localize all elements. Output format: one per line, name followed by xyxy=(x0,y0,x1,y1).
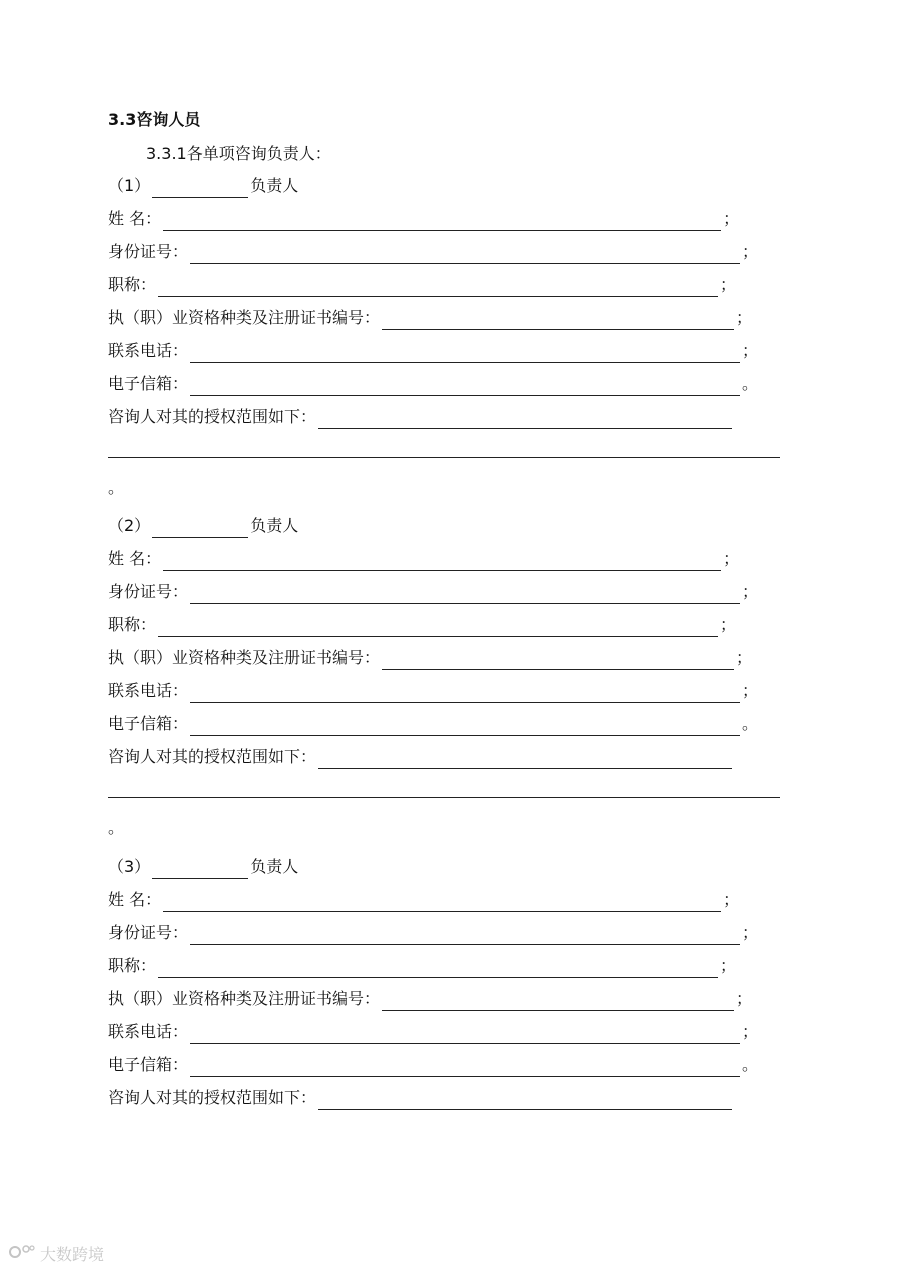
end-mark: 。 xyxy=(108,818,125,837)
authorization-field[interactable] xyxy=(318,1091,732,1110)
authorization-continuation-line[interactable] xyxy=(108,797,780,798)
id-number-field[interactable] xyxy=(190,585,740,604)
title-row: 职称： ； xyxy=(108,273,736,297)
entry-header: （2） 负责人 xyxy=(108,514,298,538)
id-number-row: 身份证号： ； xyxy=(108,921,758,945)
phone-row: 联系电话： ； xyxy=(108,339,758,363)
qualification-row: 执（职）业资格种类及注册证书编号： ； xyxy=(108,646,752,670)
responsible-field[interactable] xyxy=(152,860,248,879)
name-row: 姓 名： ； xyxy=(108,888,739,912)
title-row: 职称： ； xyxy=(108,613,736,637)
email-row: 电子信箱： 。 xyxy=(108,372,758,396)
entry-header: （3） 负责人 xyxy=(108,855,298,879)
watermark-text: 大数跨境 xyxy=(40,1245,105,1264)
email-field[interactable] xyxy=(190,377,740,396)
title-row: 职称： ； xyxy=(108,954,736,978)
name-row: 姓 名： ； xyxy=(108,547,739,571)
phone-row: 联系电话： ； xyxy=(108,679,758,703)
id-number-field[interactable] xyxy=(190,926,740,945)
authorization-row: 咨询人对其的授权范围如下： xyxy=(108,745,734,769)
email-row: 电子信箱： 。 xyxy=(108,712,758,736)
title-field[interactable] xyxy=(158,278,718,297)
logo-icon xyxy=(8,1243,36,1265)
title-field[interactable] xyxy=(158,618,718,637)
authorization-field[interactable] xyxy=(318,410,732,429)
phone-row: 联系电话： ； xyxy=(108,1020,758,1044)
responsible-field[interactable] xyxy=(152,179,248,198)
phone-field[interactable] xyxy=(190,1025,740,1044)
id-number-field[interactable] xyxy=(190,245,740,264)
entry-header: （1） 负责人 xyxy=(108,174,298,198)
title-field[interactable] xyxy=(158,959,718,978)
end-mark: 。 xyxy=(108,478,125,497)
phone-field[interactable] xyxy=(190,684,740,703)
phone-field[interactable] xyxy=(190,344,740,363)
email-field[interactable] xyxy=(190,1058,740,1077)
qualification-field[interactable] xyxy=(382,311,734,330)
email-row: 电子信箱： 。 xyxy=(108,1053,758,1077)
section-title: 3.3咨询人员 xyxy=(108,110,201,129)
responsible-field[interactable] xyxy=(152,519,248,538)
id-number-row: 身份证号： ； xyxy=(108,580,758,604)
authorization-row: 咨询人对其的授权范围如下： xyxy=(108,405,734,429)
name-field[interactable] xyxy=(163,552,721,571)
subsection-title: 3.3.1各单项咨询负责人： xyxy=(146,144,331,163)
qualification-field[interactable] xyxy=(382,992,734,1011)
watermark xyxy=(8,1242,104,1265)
qualification-row: 执（职）业资格种类及注册证书编号： ； xyxy=(108,987,752,1011)
authorization-row: 咨询人对其的授权范围如下： xyxy=(108,1086,734,1110)
name-field[interactable] xyxy=(163,212,721,231)
authorization-continuation-line[interactable] xyxy=(108,457,780,458)
email-field[interactable] xyxy=(190,717,740,736)
id-number-row: 身份证号： ； xyxy=(108,240,758,264)
name-field[interactable] xyxy=(163,893,721,912)
qualification-field[interactable] xyxy=(382,651,734,670)
name-row: 姓 名： ； xyxy=(108,207,739,231)
authorization-field[interactable] xyxy=(318,750,732,769)
qualification-row: 执（职）业资格种类及注册证书编号： ； xyxy=(108,306,752,330)
